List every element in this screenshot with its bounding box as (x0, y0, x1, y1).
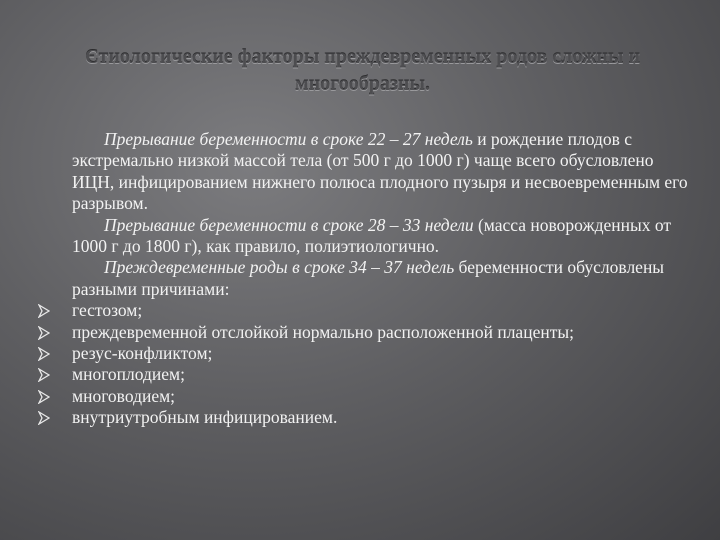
arrowhead-bullet-icon (38, 304, 52, 318)
list-item (0, 364, 692, 385)
list-item-text: резус-конфликтом; (72, 343, 213, 364)
arrowhead-bullet-icon (38, 326, 52, 340)
list-item-text: гестозом; (72, 300, 143, 321)
paragraph-text: и рождение плодов с экстремально низкой массой тела (от 500 г до 1000 г) чаще всего обусловлено ИЦН, инфицированием нижнего полюса плодного пузыря и несвоевременным его разрывом. (72, 129, 688, 214)
list-item (0, 300, 692, 321)
list-item-text: многоводием; (72, 385, 176, 406)
arrowhead-bullet-icon (38, 368, 52, 382)
slide-title: Єтиологические факторы преждевременных родов сложны и многообразны. (84, 46, 641, 95)
list-item (0, 322, 692, 343)
list-item (0, 343, 692, 364)
slide-body (0, 129, 720, 429)
paragraph-emphasis: Преждевременные роды в сроке 34 – 37 недель (104, 257, 455, 278)
paragraph (0, 215, 692, 258)
list-item-text: внутриутробным инфицированием. (72, 407, 338, 428)
paragraph-text: (масса новорожденных от 1000 г до 1800 г), как правило, полиэтиологично. (72, 214, 672, 257)
paragraph-text: беременности обусловлены разными причинами: (72, 257, 665, 299)
arrowhead-bullet-icon (38, 347, 52, 361)
list-item (0, 386, 692, 407)
list-item-text: преждевременной отслойкой нормально расположенной плаценты; (72, 321, 574, 342)
paragraph-emphasis: Прерывание беременности в сроке 22 – 27 недель (104, 129, 473, 149)
paragraph (0, 129, 692, 215)
paragraph (0, 257, 692, 300)
arrowhead-bullet-icon (38, 390, 52, 404)
list-item-text: многоплодием; (72, 364, 185, 385)
arrowhead-bullet-icon (38, 411, 52, 425)
paragraph-emphasis: Прерывание беременности в сроке 28 – 33 недели (104, 214, 474, 235)
list-item (0, 407, 692, 428)
